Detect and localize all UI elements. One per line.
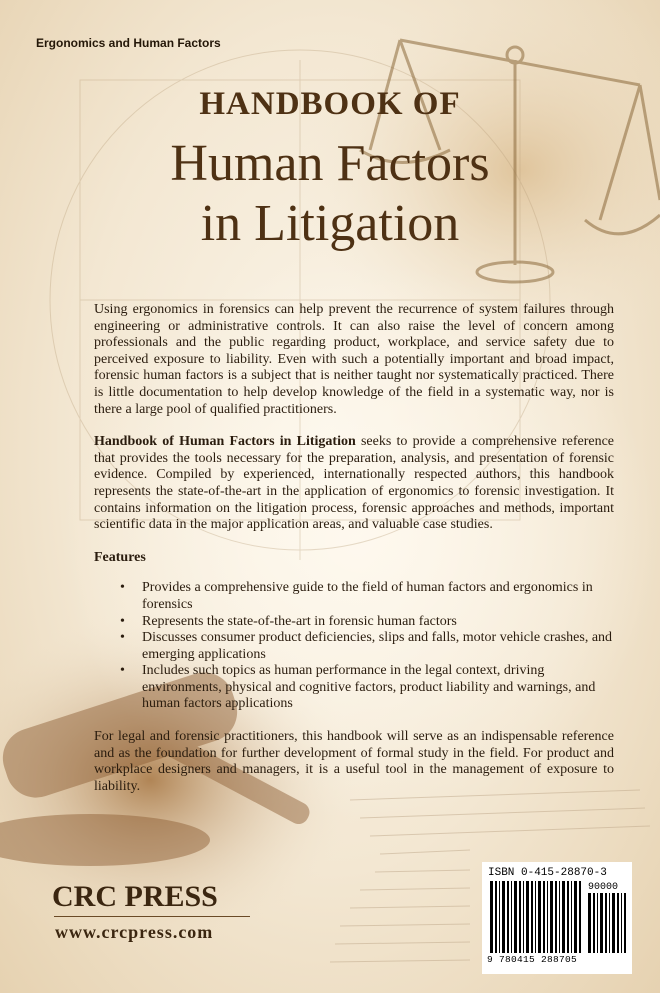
barcode-bar: [511, 881, 512, 953]
barcode-bar: [593, 893, 595, 953]
barcode-bar: [499, 881, 500, 953]
barcode-bar: [523, 881, 524, 953]
isbn-number: ISBN 0-415-28870-3: [488, 867, 607, 879]
barcode-bar: [562, 881, 565, 953]
description-paragraph-1: Using ergonomics in forensics can help prevent the recurrence of system failures through engineering or administrative controls. It can also raise the level of concern among professionals and the public regarding product, workplace, and service safety due to perceived exposure to liability. Even with such a potentially important and broad impact, forensic human factors is a subject that is neither taught nor systematically practiced. There is little documentation to help develop knowledge of the field in a systematic way, nor is there a large pool of qualified practitioners.: [94, 302, 614, 417]
barcode-bar: [535, 881, 536, 953]
title-line-3: in Litigation: [200, 195, 460, 252]
price-code: 90000: [588, 882, 619, 893]
barcode-bar: [617, 893, 619, 953]
barcode-bar: [600, 893, 603, 953]
publisher-logo: CRC PRESS: [52, 880, 218, 913]
feature-item: • Discusses consumer product deficiencies, slips and falls, motor vehicle crashes, and emerging applications: [142, 630, 614, 663]
description-paragraph-2-text: seeks to provide a comprehensive reference that provides the tools necessary for the preparation, analysis, and presentation of forensic evidence. Compiled by experienced, internationally respected authors, this handbook represents the state-of-the-art in the application of ergonomics to forensic investigation. It contains information on the litigation process, forensic approaches and methods, important scientific data in the major application areas, and valuable case studies.: [94, 434, 614, 533]
barcode-bar: [507, 881, 509, 953]
series-name: Ergonomics and Human Factors: [36, 36, 221, 50]
barcode-bar: [519, 881, 521, 953]
barcode-bar: [609, 893, 610, 953]
price-barcode: [588, 893, 626, 953]
barcode-bar: [543, 881, 545, 953]
barcode-bar: [579, 881, 581, 953]
barcode-bar: [555, 881, 557, 953]
barcode-bar: [526, 881, 529, 953]
feature-item: • Includes such topics as human performance in the legal context, driving environments, physical and cognitive factors, product liability and warnings, and human factors applications: [142, 663, 614, 713]
publisher-website: www.crcpress.com: [55, 922, 214, 942]
barcode-bar: [502, 881, 505, 953]
barcode-bar: [547, 881, 548, 953]
features-list: [94, 580, 614, 713]
barcode-bar: [624, 893, 626, 953]
title-line-1: HANDBOOK OF: [199, 86, 461, 122]
barcode-bar: [571, 881, 572, 953]
barcode-bar: [490, 881, 493, 953]
description-paragraph-2: [94, 434, 614, 534]
description-body: [94, 302, 614, 811]
features-heading: Features: [94, 549, 146, 565]
barcode-bar: [612, 893, 615, 953]
barcode-bar: [559, 881, 560, 953]
feature-item: • Provides a comprehensive guide to the field of human factors and ergonomics in forensics: [142, 580, 614, 613]
feature-item: • Represents the state-of-the-art in forensic human factors: [142, 614, 614, 631]
barcode-bar: [531, 881, 533, 953]
barcode-bar: [538, 881, 541, 953]
ean-barcode: [490, 881, 584, 953]
barcode-bar: [574, 881, 577, 953]
ean-digits: 9 780415 288705: [487, 954, 578, 965]
publisher-divider: [54, 916, 250, 917]
barcode-bar: [597, 893, 598, 953]
barcode-bar: [621, 893, 622, 953]
barcode-bar: [550, 881, 553, 953]
barcode-bar: [514, 881, 517, 953]
barcode-bar: [495, 881, 497, 953]
barcode-bar: [567, 881, 569, 953]
title-line-2: Human Factors: [170, 135, 490, 192]
description-paragraph-3: For legal and forensic practitioners, this handbook will serve as an indispensable reference and as the foundation for further development of formal study in the field. For product and workplace designers and managers, it is a useful tool in the management of exposure to liability.: [94, 729, 614, 794]
book-title-emphasis: Handbook of Human Factors in Litigation: [94, 434, 356, 450]
barcode-bar: [588, 893, 591, 953]
barcode-bar: [605, 893, 607, 953]
